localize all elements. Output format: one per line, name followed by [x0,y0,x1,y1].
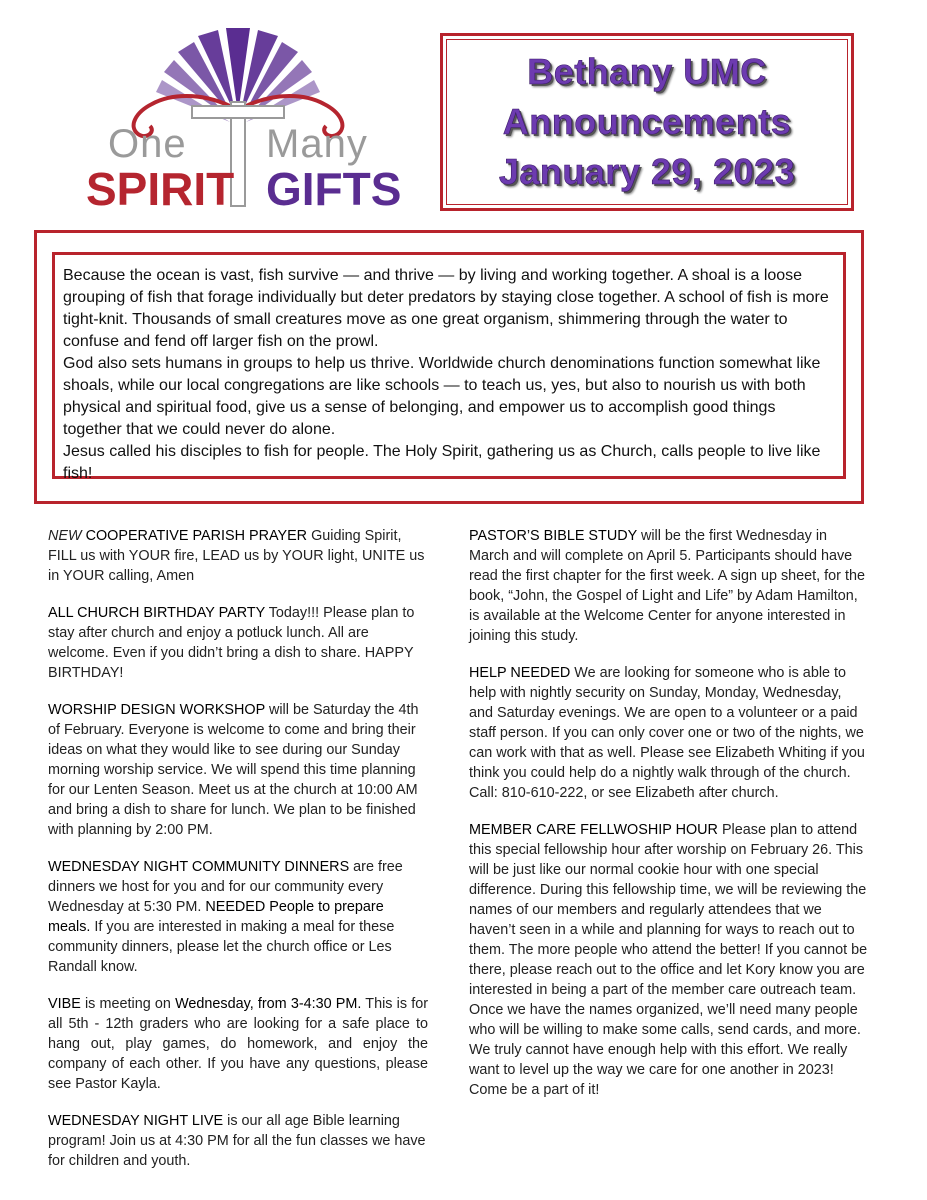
announcement-when: Wednesday, from 3-4:30 PM. [175,996,362,1012]
announcement-body: will be the first Wednesday in March and will complete on April 5. Participants should have read the first chapter for the first week. A sign up sheet, for the book, “John, the Gospel of Light and Life” by Adam Hamilton, is available at the Welcome Center for anyone interested in joining this study. [469,528,865,644]
announcement-heading: PASTOR’S BIBLE STUDY [469,528,637,544]
announcement-body: will be Saturday the 4th of February. Everyone is welcome to come and bring their ideas on what they would like to see during our Sunday morning worship service. We will spend this time planning for our Lenten Season. Meet us at the church at 10:00 AM and bring a dish to share for lunch. We plan to be finished with planning by 2:00 PM. [48,702,419,838]
announcement-workshop [48,700,428,840]
title-announcements: Announcements [502,101,792,142]
announcement-live [48,1111,428,1171]
announcement-body: We are looking for someone who is able to help with nightly security on Sunday, Monday, Wednesday, and Saturday evenings. We are open to a volunteer or a paid staff person. If you can only cover one or two of the nights, we can work with that as well. Please see Elizabeth Whiting if you think you could help do a nightly walk through of the church. Call: 810-610-222, or see Elizabeth after church. [469,665,865,801]
title-box-inner [446,39,848,205]
title-date: January 29, 2023 [498,151,796,192]
announcement-vibe [48,994,428,1094]
reflection-box [34,230,864,504]
announcement-dinners [48,857,428,977]
announcement-bible-study [469,526,869,646]
announcement-heading: WORSHIP DESIGN WORKSHOP [48,702,265,718]
announcement-heading: ALL CHURCH BIRTHDAY PARTY [48,605,265,621]
logo-word-spirit: SPIRIT [86,163,235,215]
church-logo [80,22,410,215]
announcement-member-care [469,820,869,1100]
announcement-body: Today!!! Please plan to stay after church and enjoy a potluck lunch. All are welcome. Even if you didn’t bring a dish to share. HAPPY BIRTHDAY! [48,605,415,681]
announcement-heading: HELP NEEDED [469,665,571,681]
new-label: NEW [48,528,82,544]
announcement-body: Please plan to attend this special fellowship hour after worship on February 26. This will be just like our normal cookie hour with one special difference. During this fellowship time, we will be reviewing the names of our members and regularly attendees that we haven’t seen in a while and planning for ways to reach out to them. The more people who attend the better! If you cannot be there, please reach out to the office and let Kory know you are interested in being a part of the member care outreach team. Once we have the names organized, we’ll need many people who will be willing to make some calls, send cards, and more. We truly cannot have enough help with this effort. We really want to level up the way we care for one another in 2023! Come be a part of it! [469,822,868,1098]
logo-word-one: One [108,122,187,166]
reflection-paragraph-3: Jesus called his disciples to fish for people. The Holy Spirit, gathering us as Church, calls people to live like fish! [63,443,821,482]
logo-word-many: Many [266,122,368,166]
announcement-body: This is for all 5th - 12th graders who are looking for a safe place to hang out, play games, do homework, and enjoy the company of each other. If you have any questions, please see Pastor Kayla. [48,996,429,1092]
reflection-paragraph-2: God also sets humans in groups to help us thrive. Worldwide church denominations function somewhat like shoals, while our local congregations are like schools — to teach us, yes, but also to nourish us with both physical and spiritual food, give us a sense of belonging, and empower us to accomplish good things together that we could never do alone. [63,355,821,438]
announcement-birthday [48,603,428,683]
title-church-name: Bethany UMC [527,51,767,92]
logo-word-gifts: GIFTS [266,163,402,215]
announcement-help-needed [469,663,869,803]
reflection-box-inner [52,252,846,482]
announcement-heading: VIBE [48,996,81,1012]
announcement-heading: MEMBER CARE FELLWOSHIP HOUR [469,822,718,838]
announcement-body: If you are interested in making a meal for these community dinners, please let the church office or Les Randall know. [48,919,395,975]
title-box [440,33,854,211]
announcement-body: is our all age Bible learning program! Join us at 4:30 PM for all the fun classes we have for children and youth. [48,1113,426,1169]
announcement-heading: WEDNESDAY NIGHT LIVE [48,1113,224,1129]
announcement-prayer [48,526,428,586]
announcement-body: is meeting on [80,996,176,1012]
announcement-needed: NEEDED People to prepare meals. [48,899,384,935]
announcement-body: Guiding Spirit, FILL us with YOUR fire, LEAD us by YOUR light, UNITE us in YOUR calling, Amen [48,528,425,584]
reflection-paragraph-1: Because the ocean is vast, fish survive — and thrive — by living and working together. A shoal is a loose grouping of fish that forage individually but deter predators by staying close together. A school of fish is more tight-knit. Thousands of small creatures move as one great organism, shimmering through the water to confuse and fend off larger fish on the prowl. [63,267,829,350]
announcement-heading: WEDNESDAY NIGHT COMMUNITY DINNERS [48,859,350,875]
announcement-heading: COOPERATIVE PARISH PRAYER [85,528,308,544]
announcements-right-column [469,526,869,1117]
announcement-body: are free dinners we host for you and for our community every Wednesday at 5:30 PM. [48,859,403,915]
announcements-left-column [48,526,428,1188]
